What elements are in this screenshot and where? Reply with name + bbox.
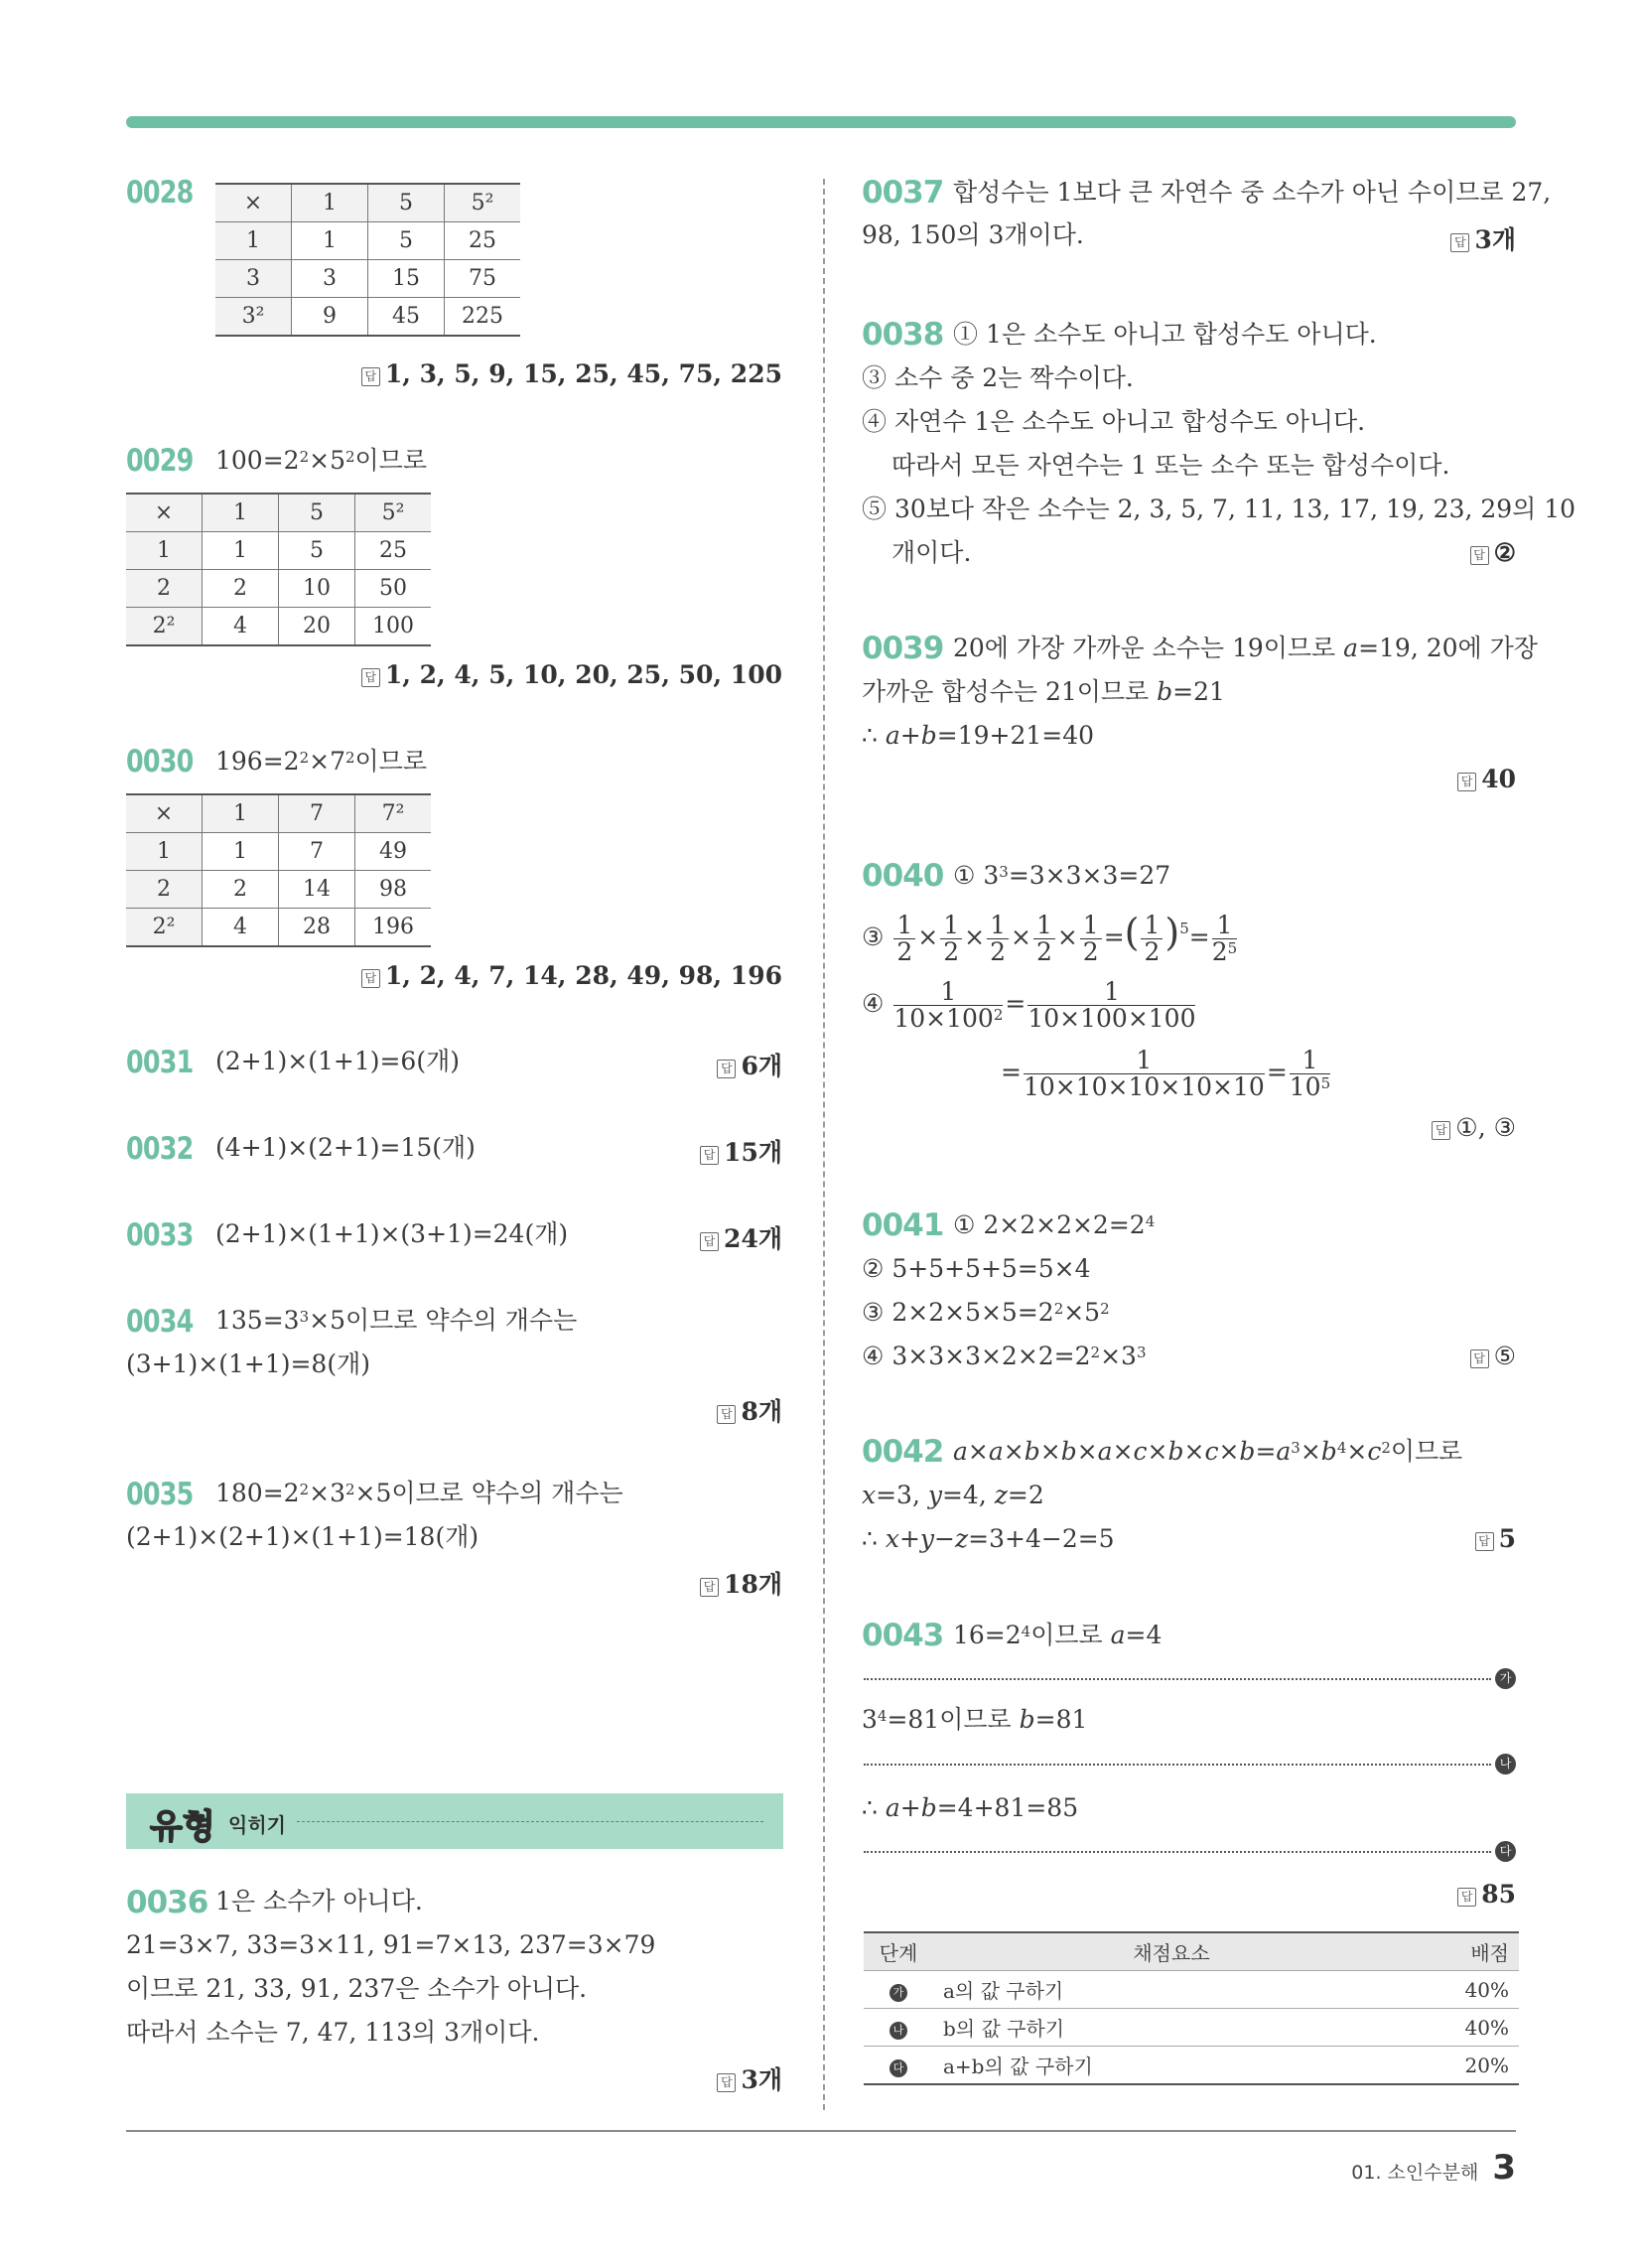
- table-cell: 49: [355, 833, 432, 871]
- answer-text: 3개: [741, 2065, 782, 2094]
- answer-text: 1, 2, 4, 5, 10, 20, 25, 50, 100: [384, 660, 782, 689]
- problem-number: 0031: [126, 1045, 194, 1080]
- table-cell: 45: [368, 298, 445, 337]
- table-cell: 98: [355, 871, 432, 909]
- answer-text: 6개: [741, 1052, 782, 1080]
- statement-0041-line3: ③ $2\times 2\times 5\times 5=2^2\times 5^2$: [862, 1298, 1110, 1327]
- answer-icon: 답: [1470, 546, 1489, 565]
- table-header-row: [126, 794, 431, 833]
- statement-0035-line2: (2+1)×(2+1)×(1+1)=18(개): [126, 1522, 479, 1551]
- problem-number: 0035: [126, 1477, 194, 1512]
- table-cell: 2²: [126, 608, 203, 646]
- section-banner: [126, 1793, 783, 1849]
- problem-0037: [862, 175, 943, 211]
- answer-icon: 답: [1457, 773, 1476, 791]
- table-cell: 7²: [355, 794, 432, 833]
- table-header-row: [126, 494, 431, 532]
- problem-number: 0034: [126, 1304, 194, 1340]
- problem-number: 0041: [862, 1207, 944, 1243]
- top-accent-bar: [126, 116, 1516, 128]
- statement-0039-line3: ∴ a+b=19+21=40: [862, 721, 1095, 750]
- statement-0038-line6: 개이다.: [891, 538, 972, 567]
- table-cell: 7: [279, 794, 355, 833]
- answer-icon: 답: [717, 2073, 736, 2092]
- statement-0041-line2: ② 5+5+5+5=5×4: [862, 1254, 1091, 1283]
- problem-number: 0038: [862, 317, 944, 353]
- scoring-table: [864, 1931, 1519, 2085]
- table-cell: 25: [445, 222, 521, 260]
- scoring-row: [864, 1971, 1519, 2009]
- problem-0040: [862, 858, 943, 894]
- table-row: [215, 260, 520, 298]
- problem-number: 0030: [126, 744, 194, 780]
- table-cell: 50: [355, 570, 432, 608]
- statement-0043-line1: $16=2^4$이므로 a=4: [953, 1621, 1163, 1649]
- table-cell: 2: [203, 570, 279, 608]
- answer-0040: [1432, 1113, 1516, 1142]
- step-marker: 다: [889, 2059, 907, 2077]
- answer-0037: [1450, 220, 1516, 256]
- table-cell: 20: [279, 608, 355, 646]
- scoring-row: [864, 2047, 1519, 2085]
- statement-0036-line3: 이므로 21, 33, 91, 237은 소수가 아니다.: [126, 1974, 588, 2003]
- answer-icon: 답: [361, 969, 380, 988]
- answer-text: ②: [1493, 538, 1516, 567]
- problem-0029: [126, 443, 207, 479]
- table-cell: 1: [126, 532, 203, 570]
- table-cell: 3: [215, 260, 292, 298]
- statement-0038-line1: ① 1은 소수도 아니고 합성수도 아니다.: [953, 320, 1377, 349]
- statement-0042-line1: $a\times a\times b\times b\times a\times c\times b\times c\times b=a^3\times b^4\times c^2$이므로: [953, 1437, 1463, 1466]
- criteria-cell: b의 값 구하기: [933, 2009, 1410, 2047]
- scoring-row: [864, 2009, 1519, 2047]
- answer-0028: [361, 359, 782, 388]
- table-row: [126, 871, 431, 909]
- table-header-row: [215, 184, 520, 222]
- statement-0038-line2: ③ 소수 중 2는 짝수이다.: [862, 363, 1134, 392]
- step-marker: 가: [889, 1984, 907, 2002]
- dotted-rule: [864, 1678, 1491, 1680]
- statement-0041-line4: ④ $3\times 3\times 3\times 2\times 2=2^2\times 3^3$: [862, 1342, 1147, 1370]
- problem-0039: [862, 631, 943, 666]
- points-cell: 40%: [1410, 1971, 1519, 2009]
- answer-icon: 답: [361, 367, 380, 386]
- problem-0032: [126, 1131, 207, 1167]
- statement-0043-line3: ∴ a+b=4+81=85: [862, 1793, 1079, 1822]
- answer-icon: 답: [700, 1146, 719, 1165]
- page-number: 3: [1492, 2148, 1516, 2188]
- answer-icon: 답: [1450, 233, 1469, 252]
- answer-icon: 답: [700, 1578, 719, 1597]
- answer-0036: [717, 2060, 782, 2096]
- statement-0036-line4: 따라서 소수는 7, 47, 113의 3개이다.: [126, 2018, 540, 2047]
- table-cell: 1: [126, 833, 203, 871]
- answer-text: 40: [1481, 765, 1516, 793]
- statement-0039-line2: 가까운 합성수는 21이므로 b=21: [862, 677, 1225, 706]
- statement-0039-line1: 20에 가장 가까운 소수는 19이므로 a=19, 20에 가장: [953, 634, 1538, 662]
- step-cell: [864, 2009, 933, 2047]
- table-cell: 2: [126, 570, 203, 608]
- answer-0031: [717, 1047, 782, 1082]
- problem-0031: [126, 1045, 207, 1080]
- table-cell: 5: [279, 532, 355, 570]
- answer-text: 5: [1498, 1524, 1516, 1553]
- dotted-rule: [864, 1851, 1491, 1853]
- table-cell: 10: [279, 570, 355, 608]
- header-step: 단계: [864, 1932, 933, 1971]
- header-criteria: 채점요소: [933, 1932, 1410, 1971]
- step-cell: [864, 2047, 933, 2085]
- answer-text: 15개: [724, 1138, 782, 1167]
- answer-text: 18개: [724, 1570, 782, 1599]
- table-cell: 5: [368, 222, 445, 260]
- table-cell: 9: [292, 298, 368, 337]
- answer-text: 1, 2, 4, 7, 14, 28, 49, 98, 196: [384, 961, 782, 990]
- table-cell: 28: [279, 909, 355, 947]
- statement-0040-line3: ③ $\frac{1}{2}$ × $\frac{1}{2}$ × $\frac{1}{2}$ × $\frac{1}{2}$ × $\frac{1}{2}$ =( $\frac{1}{2}$ )$^5$= $\frac{1}{2^5}$: [862, 911, 1238, 966]
- table-cell: 2: [203, 871, 279, 909]
- statement-0036-line2: 21=3×7, 33=3×11, 91=7×13, 237=3×79: [126, 1930, 656, 1959]
- answer-0033: [700, 1219, 782, 1255]
- answer-0034: [717, 1392, 782, 1428]
- problem-0033: [126, 1217, 207, 1253]
- points-cell: 40%: [1410, 2009, 1519, 2047]
- problem-number: 0029: [126, 443, 194, 479]
- answer-0042: [1475, 1524, 1516, 1553]
- statement-0030: $196=2^2\times 7^2$이므로: [215, 747, 427, 776]
- answer-text: 85: [1481, 1880, 1516, 1909]
- problem-0036: [126, 1885, 207, 1920]
- criteria-cell: a+b의 값 구하기: [933, 2047, 1410, 2085]
- answer-icon: 답: [1432, 1121, 1450, 1140]
- table-cell: 5²: [355, 494, 432, 532]
- answer-0039: [1457, 765, 1516, 793]
- statement-0043-line2: $3^4=81$이므로 b=81: [862, 1705, 1088, 1734]
- table-cell: 7: [279, 833, 355, 871]
- statement-0034: $135=3^3\times 5$이므로 약수의 개수는: [215, 1306, 578, 1335]
- table-row: [126, 909, 431, 947]
- table-cell: 2²: [126, 909, 203, 947]
- statement-0029: $100=2^2\times 5^2$이므로: [215, 446, 427, 475]
- answer-0043: [1457, 1880, 1516, 1909]
- table-cell: 3²: [215, 298, 292, 337]
- table-cell: 100: [355, 608, 432, 646]
- banner-dashed-line: [297, 1821, 763, 1822]
- statement-0040-line1: ① $3^3=3\times 3\times 3=27$: [953, 861, 1171, 890]
- statement-0032: (4+1)×(2+1)=15(개): [215, 1133, 476, 1162]
- problem-0043: [862, 1618, 943, 1653]
- statement-0042-line2: x=3, y=4, z=2: [862, 1481, 1044, 1509]
- problem-number: 0028: [126, 175, 194, 211]
- page-footer: [1351, 2148, 1516, 2188]
- problem-number: 0033: [126, 1217, 194, 1253]
- answer-icon: 답: [1470, 1349, 1489, 1368]
- problem-number: 0040: [862, 858, 944, 894]
- answer-text: 1, 3, 5, 9, 15, 25, 45, 75, 225: [384, 359, 782, 388]
- answer-icon: 답: [1457, 1888, 1476, 1907]
- table-cell: 1: [203, 532, 279, 570]
- problem-number: 0042: [862, 1434, 944, 1470]
- statement-0037-line2: 98, 150의 3개이다.: [862, 220, 1084, 249]
- answer-0035: [700, 1565, 782, 1601]
- table-row: [215, 298, 520, 337]
- criteria-cell: a의 값 구하기: [933, 1971, 1410, 2009]
- table-cell: 1: [203, 833, 279, 871]
- statement-0040-line5: = $\frac{1}{10\times 10\times 10\times 10\times 10}$ = $\frac{1}{10^5}$: [1001, 1046, 1331, 1101]
- table-cell: 225: [445, 298, 521, 337]
- table-row: [126, 608, 431, 646]
- table-cell: ×: [126, 494, 203, 532]
- table-cell: ×: [215, 184, 292, 222]
- statement-0034-line2: (3+1)×(1+1)=8(개): [126, 1349, 370, 1378]
- problem-number: 0037: [862, 175, 944, 211]
- section-badge: 유형: [150, 1807, 215, 1847]
- table-cell: 1: [215, 222, 292, 260]
- column-divider: [823, 179, 825, 2110]
- answer-0030: [361, 961, 782, 990]
- table-cell: 1: [292, 222, 368, 260]
- problem-0028: [126, 175, 207, 211]
- answer-icon: 답: [717, 1060, 736, 1078]
- answer-text: 8개: [741, 1397, 782, 1426]
- table-cell: 196: [355, 909, 432, 947]
- problem-0042: [862, 1434, 943, 1470]
- bottom-rule: [126, 2130, 1516, 2132]
- table-cell: 15: [368, 260, 445, 298]
- header-points: 배점: [1410, 1932, 1519, 1971]
- problem-0038: [862, 317, 943, 353]
- statement-0041-line1: ① $2\times 2\times 2\times 2=2^4$: [953, 1210, 1156, 1239]
- statement-0036-line1: 1은 소수가 아니다.: [215, 1887, 423, 1915]
- statement-0038-line5: ⑤ 30보다 작은 소수는 2, 3, 5, 7, 11, 13, 17, 19, 23, 29의 10: [862, 495, 1576, 523]
- table-cell: 5²: [445, 184, 521, 222]
- answer-text: ①, ③: [1455, 1113, 1516, 1142]
- answer-0041: [1470, 1342, 1516, 1370]
- step-marker-ga: 가: [1495, 1668, 1516, 1689]
- table-cell: 5: [368, 184, 445, 222]
- dotted-rule: [864, 1764, 1491, 1766]
- answer-icon: 답: [700, 1232, 719, 1251]
- answer-text: 24개: [724, 1224, 782, 1253]
- table-cell: 25: [355, 532, 432, 570]
- statement-0033: (2+1)×(1+1)×(3+1)=24(개): [215, 1219, 569, 1248]
- points-cell: 20%: [1410, 2047, 1519, 2085]
- problem-number: 0036: [126, 1885, 208, 1920]
- step-marker-da: 다: [1495, 1841, 1516, 1862]
- answer-text: ⑤: [1493, 1342, 1516, 1370]
- answer-0038: [1470, 538, 1516, 567]
- step-marker-na: 나: [1495, 1754, 1516, 1774]
- step-marker: 나: [889, 2022, 907, 2040]
- table-row: [126, 833, 431, 871]
- table-cell: 5: [279, 494, 355, 532]
- answer-0032: [700, 1133, 782, 1169]
- statement-0042-line3: ∴ x+y−z=3+4−2=5: [862, 1524, 1115, 1553]
- scoring-header-row: [864, 1932, 1519, 1971]
- section-title: 익히기: [228, 1813, 286, 1837]
- statement-0035: $180=2^2\times 3^2\times 5$이므로 약수의 개수는: [215, 1479, 623, 1507]
- problem-0034: [126, 1304, 207, 1340]
- table-cell: 4: [203, 608, 279, 646]
- table-cell: 4: [203, 909, 279, 947]
- statement-0040-line4: ④ $\frac{1}{10\times 100^2}$ = $\frac{1}{10\times 100\times 100}$: [862, 977, 1196, 1033]
- statement-0037-line1: 합성수는 1보다 큰 자연수 중 소수가 아닌 수이므로 27,: [953, 178, 1552, 207]
- divisor-table-0029: [126, 493, 431, 646]
- statement-0038-line4: 따라서 모든 자연수는 1 또는 소수 또는 합성수이다.: [891, 451, 1450, 480]
- answer-icon: 답: [717, 1405, 736, 1424]
- table-cell: 1: [292, 184, 368, 222]
- statement-0038-line3: ④ 자연수 1은 소수도 아니고 합성수도 아니다.: [862, 407, 1366, 436]
- table-cell: 1: [203, 494, 279, 532]
- problem-number: 0043: [862, 1618, 944, 1653]
- divisor-table-0028: [215, 183, 520, 337]
- answer-icon: 답: [1475, 1532, 1494, 1551]
- problem-number: 0032: [126, 1131, 194, 1167]
- table-cell: 2: [126, 871, 203, 909]
- table-cell: 14: [279, 871, 355, 909]
- statement-0031: (2+1)×(1+1)=6(개): [215, 1047, 460, 1075]
- answer-text: 3개: [1474, 225, 1516, 254]
- table-row: [126, 570, 431, 608]
- problem-0041: [862, 1207, 943, 1243]
- answer-icon: 답: [361, 668, 380, 687]
- chapter-title: 01. 소인수분해: [1351, 2162, 1479, 2184]
- problem-number: 0039: [862, 631, 944, 666]
- table-cell: 3: [292, 260, 368, 298]
- table-cell: 1: [203, 794, 279, 833]
- table-row: [215, 222, 520, 260]
- table-cell: ×: [126, 794, 203, 833]
- table-cell: 75: [445, 260, 521, 298]
- table-row: [126, 532, 431, 570]
- answer-0029: [361, 660, 782, 689]
- divisor-table-0030: [126, 793, 431, 947]
- step-cell: [864, 1971, 933, 2009]
- problem-0035: [126, 1477, 207, 1512]
- problem-0030: [126, 744, 207, 780]
